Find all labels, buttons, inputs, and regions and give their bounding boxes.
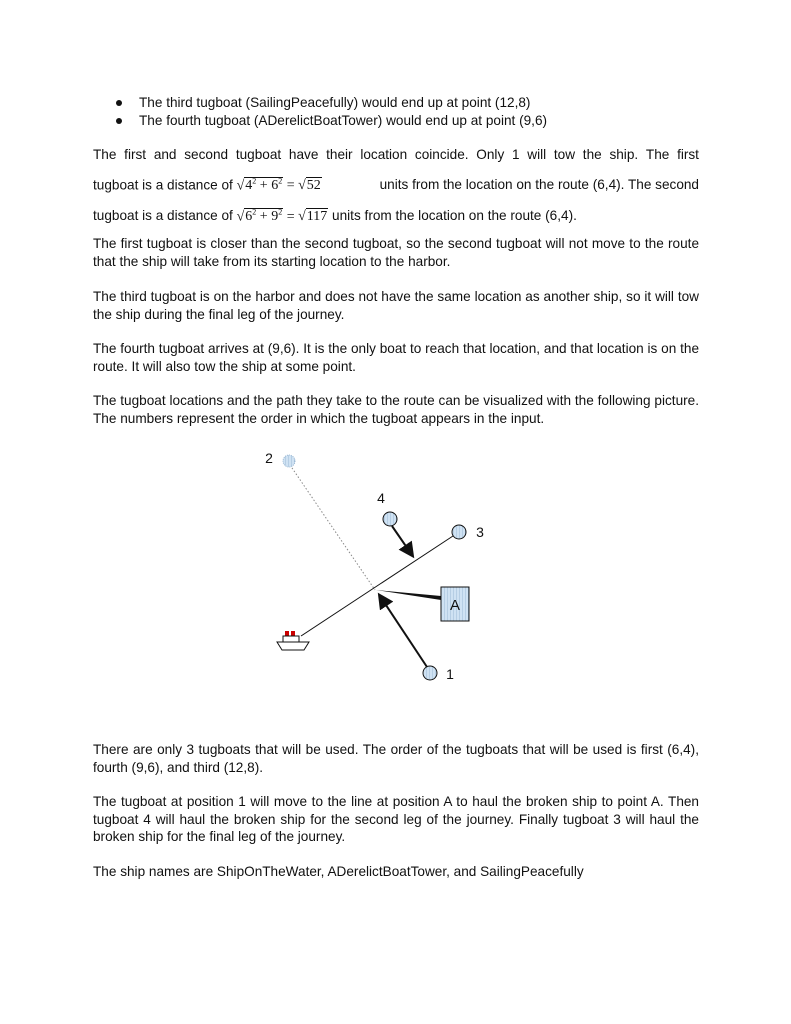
label-tugboat-2: 2 — [265, 450, 273, 466]
text-span: units from the location on the route (6,4). The second — [379, 177, 699, 193]
paragraph-harbor: The third tugboat is on the harbor and does not have the same location as another ship, so it will tow the ship during the final leg of the journey. — [93, 289, 699, 322]
word: the — [582, 147, 602, 162]
tugboat-4-marker — [383, 512, 397, 526]
bullet-item: The third tugboat (SailingPeacefully) would end up at point (12,8) — [116, 94, 547, 112]
tugboat-1-marker — [423, 666, 437, 680]
text-span: tugboat is a distance of — [93, 177, 233, 193]
word: their — [326, 147, 353, 162]
paragraph-closer: The first tugboat is closer than the second tugboat, so the second tugboat will not move to the route that the ship will take from its starting location to the harbor. — [93, 236, 699, 269]
word: location — [360, 147, 408, 162]
dotted-path-tugboat-2 — [290, 465, 375, 590]
label-tugboat-1: 1 — [446, 666, 454, 682]
word: second — [184, 147, 229, 162]
text-span: units from the location on the route (6,4). — [332, 208, 577, 224]
paragraph-haul: The tugboat at position 1 will move to the line at position A to haul the broken ship to point A. Then tugboat 4 will haul the broken ship for the second leg of the journey. Finally tugboat 3 will haul the broken ship for the final leg of the journey. — [93, 794, 699, 844]
arrow-tugboat-4 — [392, 526, 412, 555]
paragraph-order: There are only 3 tugboats that will be used. The order of the tugboats that will be used is first (6,4), fourth (9,6), and third (12,8). — [93, 742, 699, 775]
label-a: A — [449, 597, 461, 614]
word: 1 — [511, 147, 520, 162]
tugboat-3-marker — [452, 525, 466, 539]
label-tugboat-4: 4 — [377, 490, 385, 506]
word: have — [288, 147, 319, 162]
tugboat-2-marker — [283, 455, 295, 467]
label-tugboat-3: 3 — [476, 524, 484, 540]
word: first — [677, 147, 699, 162]
word: first — [124, 147, 147, 162]
bullet-item: The fourth tugboat (ADerelictBoatTower) would end up at point (9,6) — [116, 112, 547, 130]
distance-formula: $√4^2 + 6^2 = √52$ — [236, 176, 321, 194]
connector-to-a — [376, 590, 441, 600]
word: ship. — [609, 147, 639, 162]
arrow-tugboat-1 — [380, 596, 427, 667]
word: tow — [553, 147, 576, 162]
word: Only — [476, 147, 505, 162]
distance-formula: $√6^2 + 9^2 = √117$ — [236, 207, 328, 225]
word: The — [645, 147, 670, 162]
paragraph-fourth: The fourth tugboat arrives at (9,6). It is the only boat to reach that location, and that location is on the route. It will also tow the ship at some point. — [93, 341, 699, 374]
word: and — [153, 147, 177, 162]
word: The — [93, 147, 117, 162]
paragraph-names: The ship names are ShipOnTheWater, ADerelictBoatTower, and SailingPeacefully — [93, 864, 584, 879]
paragraph-visualize: The tugboat locations and the path they take to the route can be visualized with the following picture. The numbers represent the order in which the tugboat appears in the input. — [93, 393, 699, 426]
word: will — [527, 147, 547, 162]
route-line — [301, 534, 456, 636]
word: coincide. — [414, 147, 469, 162]
text-span: tugboat is a distance of — [93, 208, 233, 224]
word: tugboat — [235, 147, 282, 162]
